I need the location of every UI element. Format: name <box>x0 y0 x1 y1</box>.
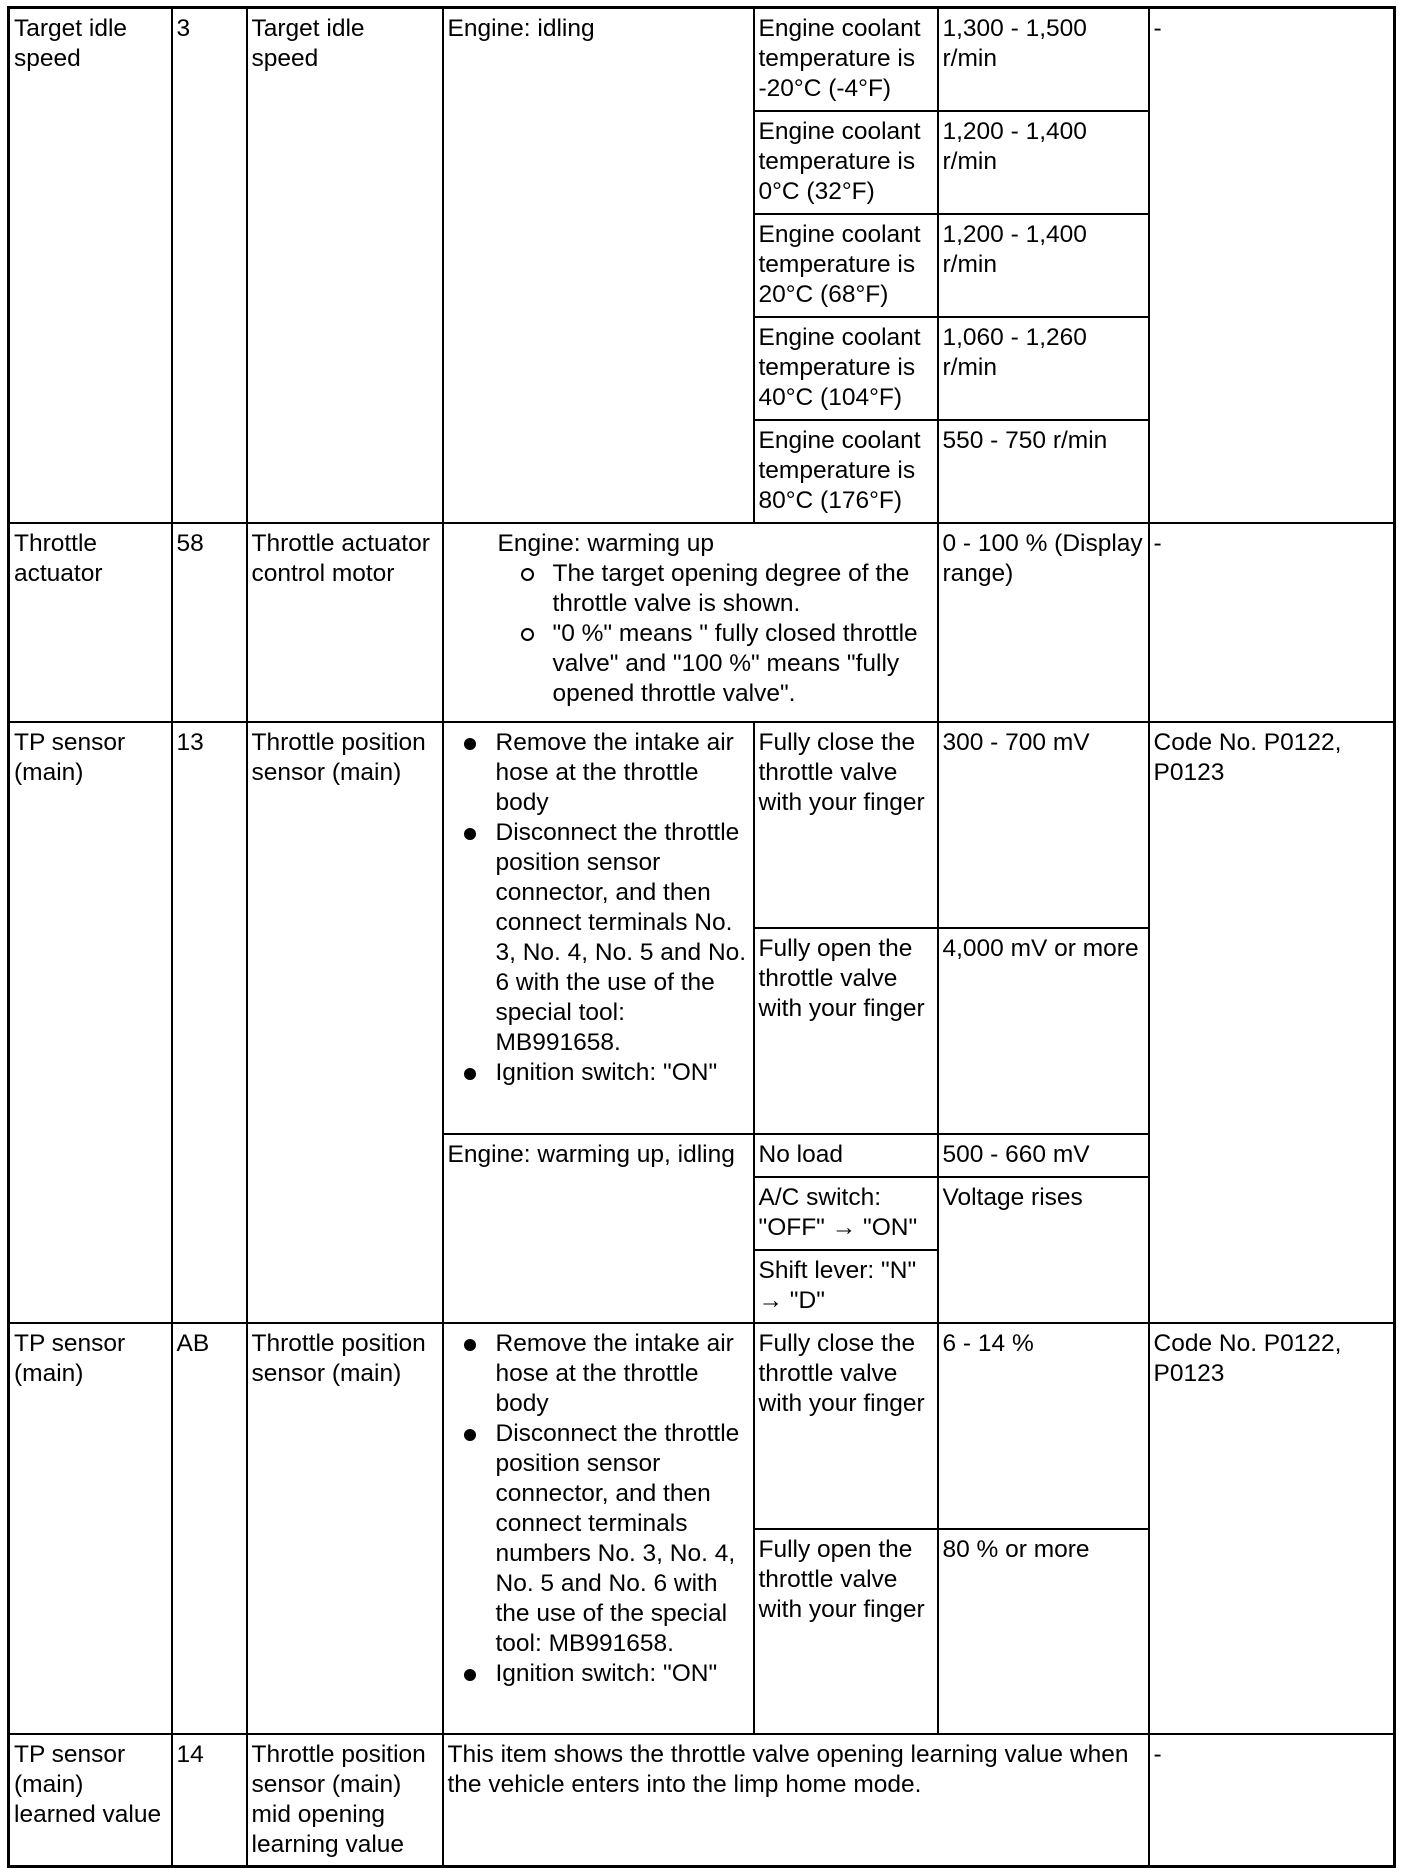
note-list <box>448 559 933 709</box>
condition-cell: Engine: idling <box>443 8 754 523</box>
bullet-icon <box>464 1339 476 1351</box>
list-item: Disconnect the throttle position sensor connector, and then connect terminals numbers No. 3, No. 4, No. 5 and No. 6 with the use of the special tool: MB991658. <box>496 1419 749 1659</box>
item-cell: TP sensor (main) learned value <box>9 1734 172 1867</box>
table-row <box>9 722 1395 928</box>
name-cell: Throttle position sensor (main) <box>247 722 443 1323</box>
description-cell: This item shows the throttle valve opening learning value when the vehicle enters into the limp home mode. <box>443 1734 1149 1867</box>
service-data-table <box>7 6 1396 1868</box>
sub-condition-cell: Engine coolant temperature is 40°C (104°F) <box>754 317 938 420</box>
no-cell: 13 <box>172 722 247 1323</box>
list-item: "0 %" means " fully closed throttle valve" and "100 %" means "fully opened throttle valve". <box>553 619 933 709</box>
bullet-icon <box>464 828 476 840</box>
ref-cell: Code No. P0122, P0123 <box>1149 1323 1395 1734</box>
condition-cell <box>443 722 754 1134</box>
list-item: Ignition switch: "ON" <box>496 1058 749 1088</box>
sub-condition-cell: Fully open the throttle valve with your finger <box>754 928 938 1134</box>
name-cell: Throttle position sensor (main) mid opening learning value <box>247 1734 443 1867</box>
sub-condition-cell: Fully open the throttle valve with your finger <box>754 1529 938 1734</box>
value-cell: Voltage rises <box>938 1177 1149 1323</box>
bullet-icon <box>464 738 476 750</box>
value-cell: 1,300 - 1,500 r/min <box>938 8 1149 111</box>
condition-title: Engine: warming up <box>497 529 715 557</box>
ref-cell: - <box>1149 8 1395 523</box>
item-cell: TP sensor (main) <box>9 722 172 1323</box>
sub-condition-cell: Engine coolant temperature is 0°C (32°F) <box>754 111 938 214</box>
service-data-sheet <box>7 6 1396 1868</box>
bullet-icon <box>464 1068 476 1080</box>
bullet-icon <box>464 1669 476 1681</box>
ref-cell: - <box>1149 1734 1395 1867</box>
value-cell: 300 - 700 mV <box>938 722 1149 928</box>
value-cell: 1,200 - 1,400 r/min <box>938 214 1149 317</box>
list-item: Disconnect the throttle position sensor connector, and then connect terminals No. 3, No. 4, No. 5 and No. 6 with the use of the special tool: MB991658. <box>496 818 749 1058</box>
table-row <box>9 1323 1395 1529</box>
name-cell: Target idle speed <box>247 8 443 523</box>
item-cell: Throttle actuator <box>9 523 172 722</box>
no-cell: 3 <box>172 8 247 523</box>
table-row <box>9 8 1395 111</box>
no-cell: 14 <box>172 1734 247 1867</box>
table-row <box>9 1734 1395 1867</box>
table-row <box>9 523 1395 722</box>
value-cell: 500 - 660 mV <box>938 1134 1149 1177</box>
condition-list <box>448 728 749 1088</box>
value-cell: 80 % or more <box>938 1529 1149 1734</box>
bullet-icon <box>464 1429 476 1441</box>
list-item: The target opening degree of the throttle valve is shown. <box>553 559 933 619</box>
value-cell: 1,060 - 1,260 r/min <box>938 317 1149 420</box>
sub-condition-cell: A/C switch: "OFF" → "ON" <box>754 1177 938 1250</box>
sub-condition-cell: Shift lever: "N" → "D" <box>754 1250 938 1323</box>
ref-cell: - <box>1149 523 1395 722</box>
value-cell: 1,200 - 1,400 r/min <box>938 111 1149 214</box>
ref-cell: Code No. P0122, P0123 <box>1149 722 1395 1323</box>
sub-condition-cell: Fully close the throttle valve with your finger <box>754 722 938 928</box>
item-cell: TP sensor (main) <box>9 1323 172 1734</box>
list-item: Ignition switch: "ON" <box>496 1659 749 1689</box>
list-item: Remove the intake air hose at the throttle body <box>496 1329 749 1419</box>
no-cell: 58 <box>172 523 247 722</box>
open-bullet-icon <box>521 568 534 581</box>
sub-condition-cell: Engine coolant temperature is 20°C (68°F) <box>754 214 938 317</box>
item-cell: Target idle speed <box>9 8 172 523</box>
open-bullet-icon <box>521 628 534 641</box>
value-cell: 6 - 14 % <box>938 1323 1149 1529</box>
no-cell: AB <box>172 1323 247 1734</box>
value-cell: 0 - 100 % (Display range) <box>938 523 1149 722</box>
sub-condition-cell: Engine coolant temperature is 80°C (176°F) <box>754 420 938 523</box>
value-cell: 4,000 mV or more <box>938 928 1149 1134</box>
condition-cell <box>443 1323 754 1734</box>
name-cell: Throttle position sensor (main) <box>247 1323 443 1734</box>
list-item: Remove the intake air hose at the throttle body <box>496 728 749 818</box>
sub-condition-cell: Fully close the throttle valve with your finger <box>754 1323 938 1529</box>
value-cell: 550 - 750 r/min <box>938 420 1149 523</box>
name-cell: Throttle actuator control motor <box>247 523 443 722</box>
sub-condition-cell: No load <box>754 1134 938 1177</box>
condition-cell: Engine: warming up, idling <box>443 1134 754 1323</box>
condition-list <box>448 1329 749 1689</box>
sub-condition-cell: Engine coolant temperature is -20°C (-4°F) <box>754 8 938 111</box>
condition-cell <box>443 523 938 722</box>
